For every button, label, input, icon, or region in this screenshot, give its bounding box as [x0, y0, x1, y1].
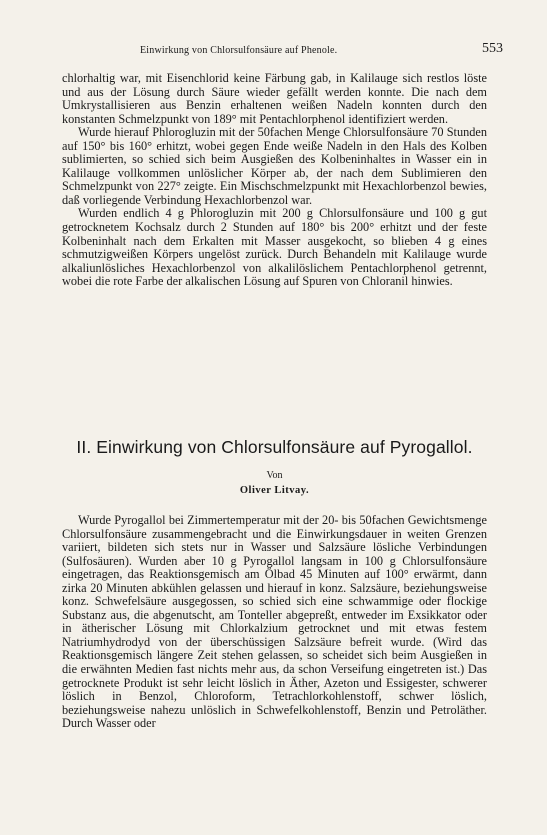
top-text-block	[62, 72, 487, 289]
section-heading: II. Einwirkung von Chlorsulfonsäure auf Pyrogallol.	[76, 437, 473, 457]
bottom-text-block	[62, 514, 487, 731]
running-title: Einwirkung von Chlorsulfonsäure auf Phenole.	[140, 45, 338, 56]
paragraph-pyrogallol: Wurde Pyrogallol bei Zimmertemperatur mit der 20- bis 50fachen Gewichtsmenge Chlorsulfonsäure zusammengebracht und die Einwirkungsdauer in weiten Grenzen variiert, bildeten sich stets nur in Wasser und Salzsäure lösliche Verbindungen (Sulfosäuren). Wurden aber 10 g Pyrogallol langsam in 100 g Chlorsulfonsäure eingetragen, das Reaktionsgemisch am Ölbad 45 Minuten auf 100° erwärmt, dann zirka 20 Minuten abkühlen gelassen und hierauf in konz. Salzsäure, beziehungsweise konz. Schwefelsäure ausgegossen, so schied sich eine schwammige oder flockige Substanz aus, die abgenutscht, am Tonteller abgepreßt, entweder im Exsikkator oder in ätherischer Lösung mit Chlorkalzium getrocknet und mit etwas festem Natriumhydrodyd von der überschüssigen Salzsäure befreit wurde. (Wird das Reaktionsgemisch längere Zeit stehen gelassen, so scheidet sich beim Ausgießen in die erwähnten Medien fast nichts mehr aus, da schon Verseifung eingetreten ist.) Das getrocknete Produkt ist sehr leicht löslich in Äther, Azeton und Essigester, schwerer löslich in Benzol, Chloroform, Tetrachlorkohlenstoff, schwer löslich, beziehungsweise nahezu unlöslich in Schwefelkohlenstoff, Benzin und Petroläther. Durch Wasser oder	[62, 513, 487, 731]
running-head	[62, 41, 507, 58]
paragraph-phlorogluzin-heating: Wurde hierauf Phlorogluzin mit der 50fachen Menge Chlorsulfonsäure 70 Stunden auf 150° bis 160° erhitzt, wobei gegen Ende weiße Nadeln in den Hals des Kolben sublimierten, so schied sich beim Ausgießen des Kolbeninhaltes in Wasser ein in Kalilauge vollkommen unlöslicher Körper ab, der nach dem Sublimieren den Schmelzpunkt von 227° zeigte. Ein Mischschmelzpunkt mit Hexachlorbenzol bewies, daß vorliegende Verbindung Hexachlorbenzol war.	[62, 125, 487, 207]
page-number: 553	[482, 41, 503, 56]
paragraph-phlorogluzin-kochsalz: Wurden endlich 4 g Phlorogluzin mit 200 g Chlorsulfonsäure und 100 g gut getrocknetem Kochsalz durch 2 Stunden auf 180° bis 200° erhitzt und der feste Kolbeninhalt nach dem Erkalten mit Masser ausgekocht, so blieben 4 g eines schmutzigweißen Körpers ungelöst zurück. Durch Behandeln mit Kalilauge wurde alkaliunlösliches Hexachlorbenzol von alkalilöslichem Pentachlorphenol getrennt, wobei die rote Farbe der alkalischen Lösung auf Spuren von Chloranil hinwies.	[62, 206, 487, 289]
byline-author: Oliver Litvay.	[239, 485, 310, 496]
byline-von: Von	[266, 470, 283, 481]
paragraph-continuation: chlorhaltig war, mit Eisenchlorid keine Färbung gab, in Kalilauge sich restlos löste und aus der Lösung durch Säure wieder gefällt werden konnte. Die nach dem Umkrystallisieren aus Benzin erhaltenen weißen Nadeln konnten durch den konstanten Schmelzpunkt von 189° mit Pentachlorphenol identifiziert werden.	[62, 71, 487, 126]
